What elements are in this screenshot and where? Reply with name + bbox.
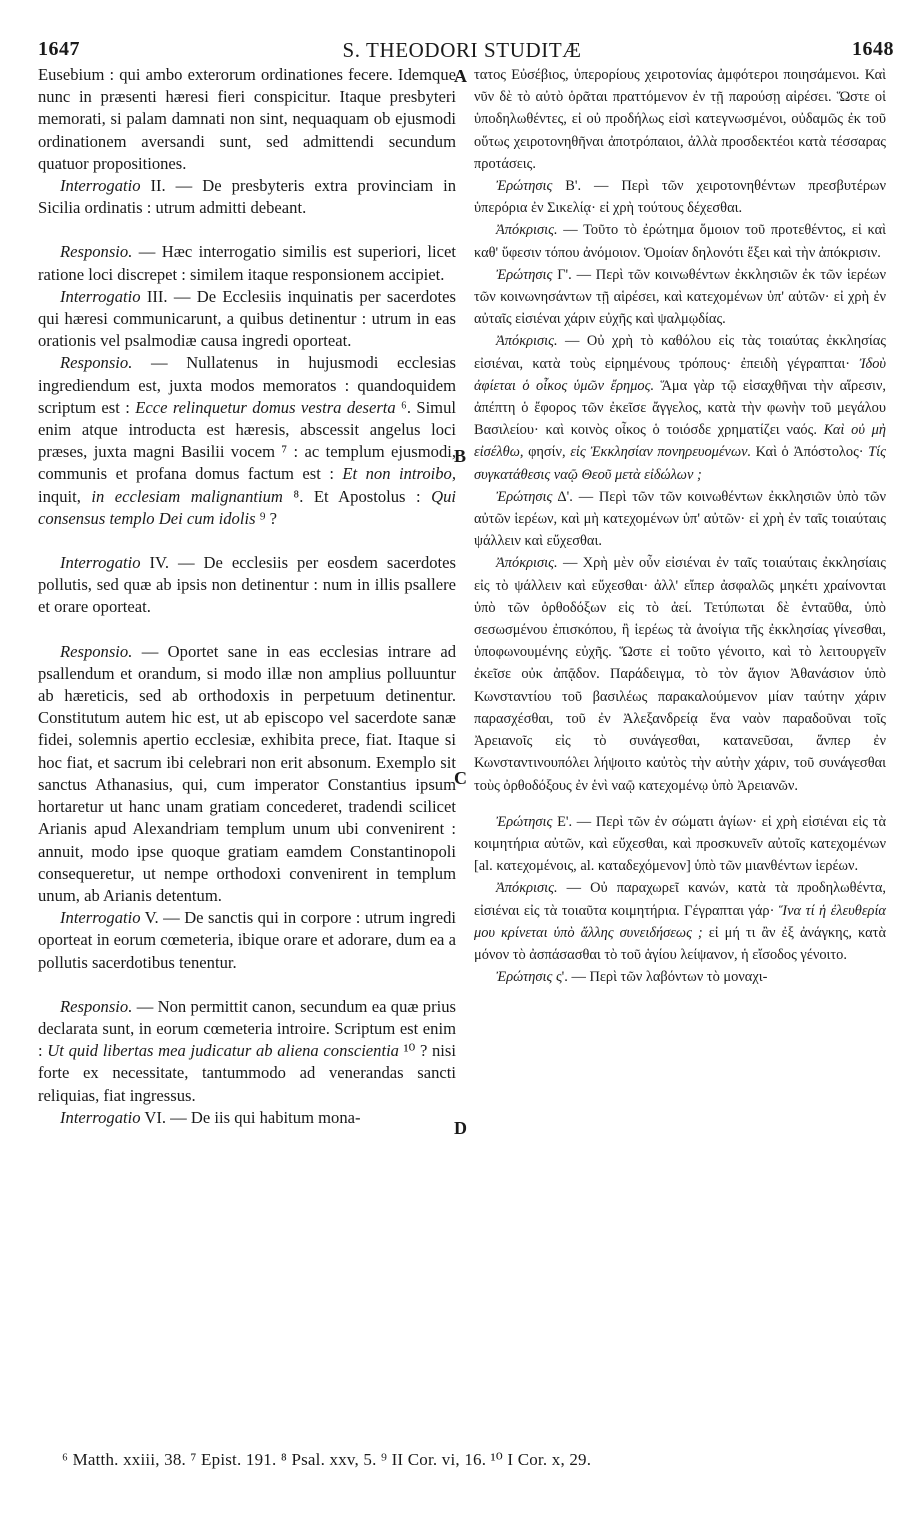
greek-erotesis-6: Ἐρώτησις ς'. — Περὶ τῶν λαβόντων τὸ μοναχι-: [496, 969, 768, 986]
margin-marker-a: A: [454, 66, 467, 86]
greek-column: [474, 64, 886, 988]
footnotes: ⁶ Matth. xxiii, 38. ⁷ Epist. 191. ⁸ Psal. xxv, 5. ⁹ II Cor. vi, 16. ¹⁰ I Cor. x, 29.: [62, 1450, 592, 1469]
greek-apokrisis-2: Ἀπόκρισις. — Τοῦτο τὸ ἐρώτημα ὅμοιον τοῦ προτεθέντος, εἰ καὶ καθ' ὕφεσιν τόπου ἀνόμοιον. Ὁμοίαν δηλονότι ἕξει καὶ τὴν ἀπόκρισιν.: [474, 222, 886, 261]
greek-erotesis-2: Ἐρώτησις Β'. — Περὶ τῶν χειροτονηθέντων πρεσβυτέρων ὑπερόρια ἐν Σικελίᾳ· εἰ χρὴ τούτους δέχεσθαι.: [474, 178, 886, 217]
latin-responsio-2: Responsio. — Hæc interrogatio similis est superiori, licet ratione loci discrepet : similem itaque responsionem accipiet.: [38, 242, 456, 284]
greek-apokrisis-3: Ἀπόκρισις. — Οὐ χρὴ τὸ καθόλου εἰς τὰς τοιαύτας ἐκκλησίας εἰσιέναι, κατὰ τοὺς εἰρημένους τρόπους· ἐπειδὴ γέγραπται· Ἰδοὺ ἀφίεται ὁ οἶκος ὑμῶν ἔρημος. Ἅμα γὰρ τῷ εἰσαχθῆναι τὴν αἵρεσιν, ἀπέπτη ὁ ἔφορος τῶν ἐκεῖσε ἄγγελος, κατὰ τὴν φωνὴν τοῦ μεγάλου Βασιλείου· καὶ κοινὸς οἶκος ὁ τοιόσδε χρηματίζει ναός. Καὶ οὐ μὴ εἰσέλθω, φησίν, εἰς Ἐκκλησίαν πονηρευομένων. Καὶ ὁ Ἀπόστολος· Τίς συγκατάθεσις ναῷ Θεοῦ μετὰ εἰδώλων ;: [474, 333, 887, 483]
greek-erotesis-5: Ἐρώτησις Ε'. — Περὶ τῶν ἐν σώματι ἁγίων· εἰ χρὴ εἰσιέναι εἰς τὰ κοιμητήρια αὐτῶν, καὶ εὔχεσθαι, καὶ προσκυνεῖν αὐτοῖς κατεχομένων [al. κατεχομένοις, al. καταδεχόμενον] ὑπὸ τῶν μιανθέντων ἱερέων.: [474, 813, 886, 875]
latin-interrogatio-2: Interrogatio II. — De presbyteris extra provinciam in Sicilia ordinatis : utrum admitti debeant.: [38, 176, 456, 218]
right-page-number: 1648: [852, 38, 894, 60]
greek-erotesis-3: Ἐρώτησις Γ'. — Περὶ τῶν κοινωθέντων ἐκκλησιῶν ἐκ τῶν ἱερέων τῶν κοινωνησάντων τῇ αἱρέσει, καὶ κατεχομένων ὑπ' αὐτῶν· εἰ χρὴ ἐν αὐταῖς εἰσιέναι χάριν εὐχῆς καὶ ψαλμῳδίας.: [474, 266, 886, 328]
margin-marker-b: B: [454, 446, 467, 466]
latin-responsio-5: Responsio. — Non permittit canon, secundum ea quæ prius declarata sunt, in eorum cœmeteria introire. Scriptum est enim : Ut quid libertas mea judicatur ab aliena conscientia ¹⁰ ? nisi forte ex necessitate, tantummodo ad venerandas sancti reliquias, fiat ingressus.: [38, 996, 456, 1105]
latin-interrogatio-5: Interrogatio V. — De sanctis qui in corpore : utrum ingredi oporteat in eorum cœmeteria, ibique orare et adorare, dum ea a pollutis sacerdotibus tenentur.: [38, 908, 456, 972]
margin-marker-d: D: [454, 1118, 467, 1138]
left-page-number: 1647: [38, 38, 80, 60]
greek-paragraph: τατος Εὐσέβιος, ὑπερορίους χειροτονίας ἀμφότεροι ποιησάμενοι. Καὶ νῦν δὲ τὸ αὐτὸ ὁρᾶται πραττόμενον ἐν τῇ παρούσῃ αἱρέσει. Ὥστε οἱ ὑποδηλωθέντες, εἰ οὐ προδήλως εἰσὶ κατεγνωσμένοι, οὐδαμῶς ἐκ τοῦ οὕτως χειροτονηθῆναι ἀποτρόπαιοι, ἀλλὰ προσδεκτέοι κατὰ τέσσαρας προτάσεις.: [474, 67, 886, 172]
latin-interrogatio-4: Interrogatio IV. — De ecclesiis per eosdem sacerdotes pollutis, sed quæ ab ipsis non detinentur : num in illis psallere et orare oporteat.: [38, 553, 456, 617]
greek-apokrisis-5: Ἀπόκρισις. — Οὐ παραχωρεῖ κανών, κατὰ τὰ προδηλωθέντα, εἰσιέναι εἰς τὰ τοιαῦτα κοιμητήρια. Γέγραπται γάρ· Ἵνα τί ἡ ἐλευθερία μου κρίνεται ὑπὸ ἄλλης συνειδήσεως ; εἰ μή τι ἂν ἐξ ἀνάγκης, κατὰ μόνον τὸ ἀσπάσασθαι τὸ τοῦ ἁγίου λείψανον, ἡ εἴσοδος γένοιτο.: [474, 880, 886, 963]
latin-paragraph: Eusebium : qui ambo exterorum ordinationes fecere. Idemque nunc in præsenti hæresi fieri conspicitur. Itaque presbyteri memorati, si palam damnati non sint, nequaquam ob ejusmodi ordinationem aversandi sunt, sed admittendi secundum quatuor propositiones.: [38, 65, 456, 173]
latin-interrogatio-6: Interrogatio VI. — De iis qui habitum mona-: [60, 1107, 361, 1127]
greek-erotesis-4: Ἐρώτησις Δ'. — Περὶ τῶν τῶν κοινωθέντων ἐκκλησιῶν ὑπὸ τῶν αὐτῶν ἱερέων, καὶ μὴ κατεχομένων ὑπ' αὐτῶν· εἰ χρὴ ἐν ταῖς τοιαύταις ψάλλειν καὶ εὔχεσθαι.: [474, 488, 886, 550]
latin-responsio-4: Responsio. — Oportet sane in eas ecclesias intrare ad psallendum et orandum, si modo illæ non amplius polluuntur ab hæreticis, sed ab orthodoxis in perpetuum detinentur. Constitutum autem hic est, ut ab episcopo vel sacerdote sanæ fidei, solemnis apertio ecclesiæ, exhibita prece, fiat. Itaque si hoc fiat, et sacrum ibi celebrari non erit absonum. Exemplo sit sanctus Athanasius, qui, cum imperator Constantius ipsum hortaretur ut hanc unam gratiam concederet, tradendi scilicet Arianis apud Alexandriam templum unum ubi convenirent : annuit, modo ipse quoque gratiam eamdem Constantinopoli consequeretur, ut nempe orthodoxi convenirent in templum unum, ab Arianis detentum.: [38, 641, 456, 905]
latin-interrogatio-3: Interrogatio III. — De Ecclesiis inquinatis per sacerdotes qui hæresi communicarunt, a quibus detinentur : utrum in eas orationis vel psalmodiæ causa ingredi oporteat.: [38, 286, 456, 351]
latin-responsio-3: Responsio. — Nullatenus in hujusmodi ecclesias ingrediendum est, juxta modos memoratos : quandoquidem scriptum est : Ecce relinquetur domus vestra deserta ⁶. Simul enim atque introducta est hæresis, abscessit angelus loci præses, juxta magni Basilii vocem ⁷ : ac templum ejusmodi, communis et profana domus factum est : Et non introibo, inquit, in ecclesiam malignantium ⁸. Et Apostolus : Qui consensus templo Dei cum idolis ⁹ ?: [38, 353, 457, 528]
latin-column: [38, 64, 456, 1129]
greek-apokrisis-4: Ἀπόκρισις. — Χρὴ μὲν οὖν εἰσιέναι ἐν ταῖς τοιαύταις ἐκκλησίαις εἰς τὸ ψάλλειν καὶ εὔχεσθαι· ἀλλ' εἴπερ ἀσφαλῶς μηκέτι χραίνονται ὑπὸ τῶν ὀρθοδόξων εἰς τὸ ἀεί. Τετύπωται δὲ ἐνταῦθα, ὑπὸ σεσωσμένου ἐπισκόπου, ἢ ἱερέως τὰ ἀνοίγια τῆς ἐκκλησίας γίνεσθαι, ὑποφωνουμένης εὐχῆς. Ὥστε εἰ τοῦτο γένοιτο, καὶ τὸ λειτουργεῖν ἐκεῖσε οὐκ ἀπᾷδον. Παράδειγμα, τὸ τὸν ἅγιον Ἀθανάσιον ὑπὸ Κωνσταντίου τοῦ βασιλέως παρακαλούμενον μίαν ταύτην χάριν παρασχέσθαι, τοῦ ἐν Ἀλεξανδρείᾳ ἕνα ναὸν παραδοῦναι τοῖς Ἀρειανοῖς εἰς τὸ συνάγεσθαι, κατανεῦσαι, ἅνπερ ἐν Κωνσταντινουπόλει λήψοιτο καὐτὸς τὴν αὐτὴν χάριν, τοῦ συνάγεσθαι τοὺς ὀρθοδόξους ἐν ἑνὶ ναῷ κατεχομένῳ ὑπὸ Ἀρειανῶν.: [474, 555, 886, 794]
margin-marker-c: C: [454, 768, 467, 788]
running-title: S. THEODORI STUDITÆ: [342, 38, 582, 62]
